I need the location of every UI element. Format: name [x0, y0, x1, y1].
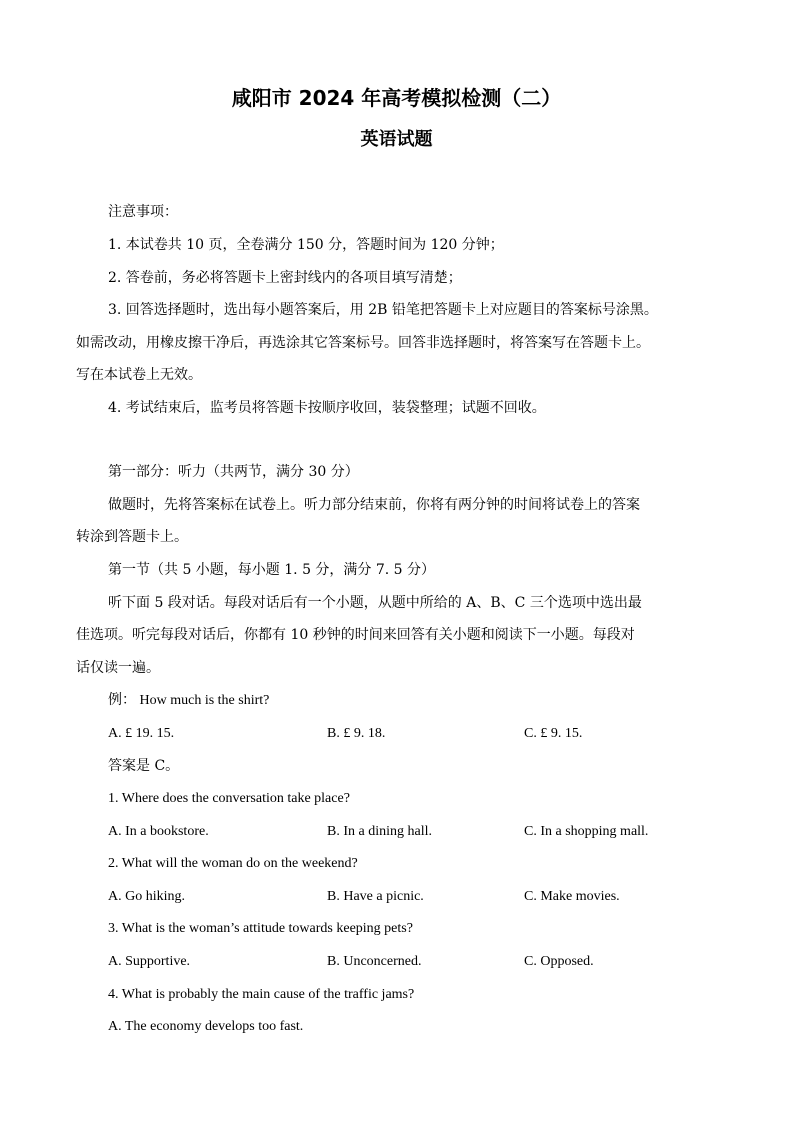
part1-heading: 第一部分：听力（共两节，满分 30 分）	[108, 464, 359, 480]
section1-instructions-line-1: 听下面 5 段对话。每段对话后有一个小题，从题中所给的 A、B、C 三个选项中选出最	[108, 595, 642, 611]
notice-heading: 注意事项：	[108, 204, 178, 220]
exam-subtitle: 英语试题	[360, 129, 433, 150]
question-4-option-a: A. The economy develops too fast.	[108, 1019, 304, 1034]
section1-instructions-line-2: 佳选项。听完每段对话后，你都有 10 秒钟的时间来回答有关小题和阅读下一小题。每段对	[76, 627, 635, 643]
question-2: 2. What will the woman do on the weekend?	[108, 856, 358, 871]
example-option-b: B. £ 9. 18.	[327, 726, 386, 741]
notice-item-3-line-2: 如需改动，用橡皮擦干净后，再选涂其它答案标号。回答非选择题时，将答案写在答题卡上。	[76, 335, 650, 351]
section1-instructions-line-3: 话仅读一遍。	[76, 660, 160, 676]
question-2-option-a: A. Go hiking.	[108, 889, 185, 904]
question-2-option-c: C. Make movies.	[524, 889, 620, 904]
notice-item-3-line-1: 3. 回答选择题时，选出每小题答案后，用 2B 铅笔把答题卡上对应题目的答案标号涂黑。	[108, 302, 658, 318]
question-3-option-b: B. Unconcerned.	[327, 954, 422, 969]
part1-intro-line-1: 做题时，先将答案标在试卷上。听力部分结束前，你将有两分钟的时间将试卷上的答案	[108, 497, 640, 513]
question-2-option-b: B. Have a picnic.	[327, 889, 424, 904]
question-1-option-a: A. In a bookstore.	[108, 824, 209, 839]
example-question: 例： How much is the shirt?	[108, 693, 270, 708]
notice-item-3-line-3: 写在本试卷上无效。	[76, 367, 202, 383]
notice-item-1: 1. 本试卷共 10 页，全卷满分 150 分，答题时间为 120 分钟；	[108, 237, 504, 253]
part1-intro-line-2: 转涂到答题卡上。	[76, 529, 188, 545]
question-4: 4. What is probably the main cause of the traffic jams?	[108, 987, 415, 1002]
question-3: 3. What is the woman’s attitude towards keeping pets?	[108, 921, 413, 936]
example-option-a: A. £ 19. 15.	[108, 726, 175, 741]
section1-heading: 第一节（共 5 小题，每小题 1. 5 分，满分 7. 5 分）	[108, 562, 436, 578]
notice-item-2: 2. 答卷前，务必将答题卡上密封线内的各项目填写清楚；	[108, 270, 462, 286]
example-answer: 答案是 C。	[108, 758, 180, 774]
exam-title: 咸阳市 2024 年高考模拟检测（二）	[231, 86, 562, 110]
question-1-option-c: C. In a shopping mall.	[524, 824, 649, 839]
example-option-c: C. £ 9. 15.	[524, 726, 583, 741]
question-3-option-a: A. Supportive.	[108, 954, 191, 969]
question-1-option-b: B. In a dining hall.	[327, 824, 432, 839]
question-1: 1. Where does the conversation take place?	[108, 791, 350, 806]
question-3-option-c: C. Opposed.	[524, 954, 594, 969]
notice-item-4: 4. 考试结束后，监考员将答题卡按顺序收回，装袋整理；试题不回收。	[108, 400, 546, 416]
